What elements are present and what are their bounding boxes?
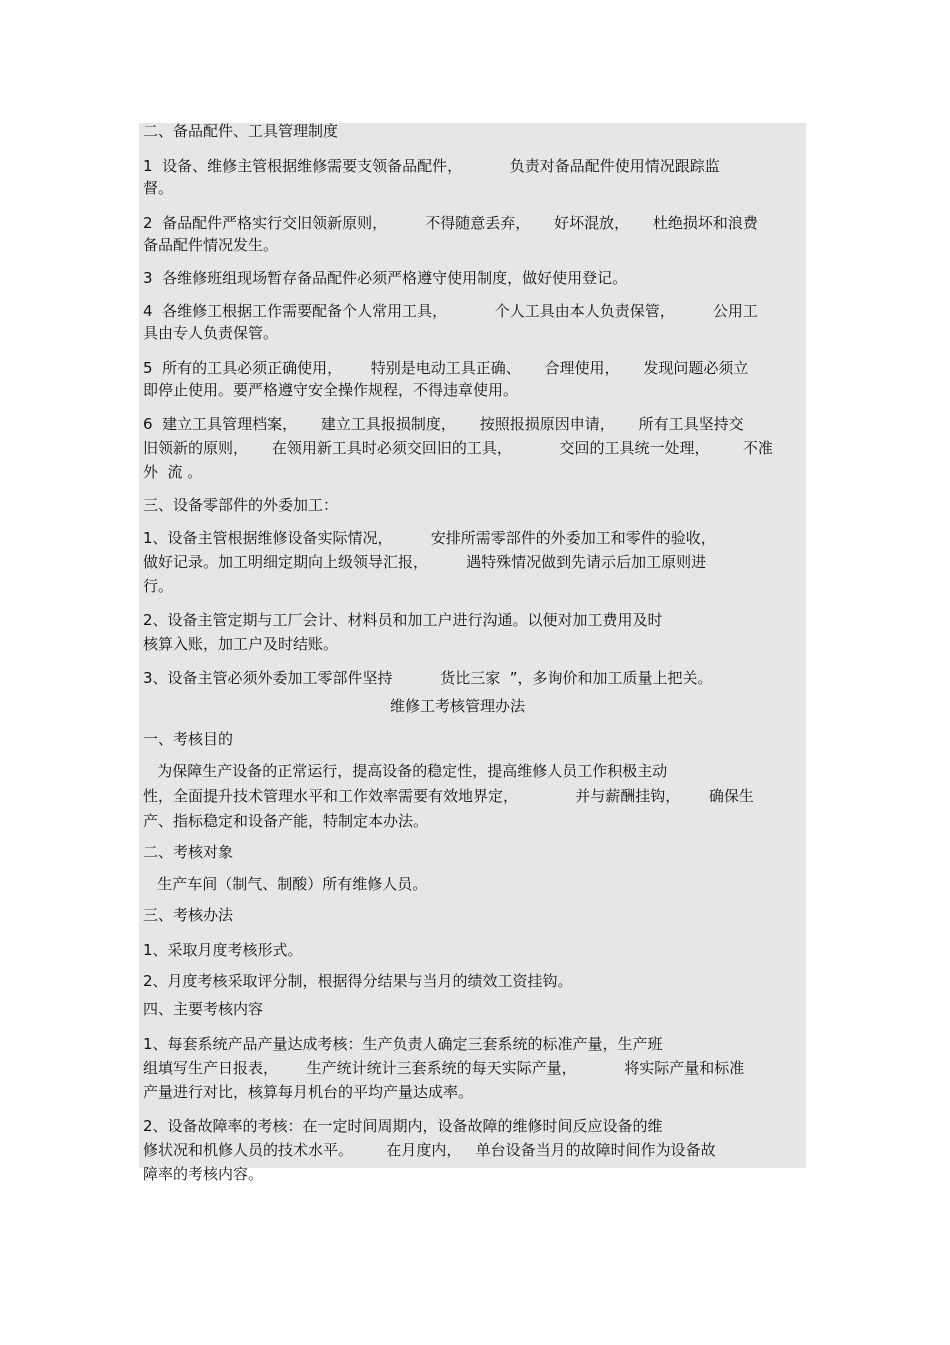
section-heading: 一、考核目的: [143, 730, 234, 748]
paragraph-line: 旧领新的原则， 在领用新工具时必须交回旧的工具， 交回的工具统一处理， 不准: [143, 439, 773, 457]
paragraph-line: 1、设备主管根据维修设备实际情况， 安排所需零部件的外委加工和零件的验收，: [143, 529, 716, 547]
paragraph-line: 修状况和机修人员的技术水平。 在月度内， 单台设备当月的故障时间作为设备故: [143, 1141, 716, 1159]
paragraph-line: 具由专人负责保管。: [143, 324, 279, 342]
paragraph-line: 6 建立工具管理档案， 建立工具报损制度， 按照报损原因申请， 所有工具坚持交: [143, 415, 744, 433]
paragraph-line: 外 流 。: [143, 463, 203, 481]
paragraph-line: 核算入账，加工户及时结账。: [143, 635, 339, 653]
section-heading: 三、设备零部件的外委加工：: [143, 496, 339, 514]
paragraph-line: 3、设备主管必须外委加工零部件坚持 货比三家 ”，多询价和加工质量上把关。: [143, 669, 713, 687]
section-heading: 四、主要考核内容: [143, 1000, 264, 1018]
paragraph-line: 1 设备、维修主管根据维修需要支领备品配件， 负责对备品配件使用情况跟踪监: [143, 157, 720, 175]
paragraph-line: 产量进行对比，核算每月机台的平均产量达成率。: [143, 1083, 474, 1101]
paragraph-line: 为保障生产设备的正常运行，提高设备的稳定性，提高维修人员工作积极主动: [143, 762, 668, 780]
paragraph-line: 即停止使用。要严格遵守安全操作规程，不得违章使用。: [143, 381, 519, 399]
document-title: 维修工考核管理办法: [390, 697, 526, 715]
paragraph-line: 2 备品配件严格实行交旧领新原则， 不得随意丢弃， 好坏混放， 杜绝损坏和浪费: [143, 214, 758, 232]
paragraph-line: 4 各维修工根据工作需要配备个人常用工具， 个人工具由本人负责保管， 公用工: [143, 302, 758, 320]
paragraph-line: 生产车间（制气、制酸）所有维修人员。: [143, 875, 428, 893]
paragraph-line: 性，全面提升技术管理水平和工作效率需要有效地界定， 并与薪酬挂钩， 确保生: [143, 787, 754, 805]
paragraph-line: 1、采取月度考核形式。: [143, 941, 303, 959]
paragraph-line: 5 所有的工具必须正确使用， 特别是电动工具正确、 合理使用， 发现问题必须立: [143, 359, 749, 377]
paragraph-line: 备品配件情况发生。: [143, 236, 279, 254]
paragraph-line: 做好记录。加工明细定期向上级领导汇报， 遇特殊情况做到先请示后加工原则进: [143, 553, 707, 571]
section-heading: 二、考核对象: [143, 843, 234, 861]
paragraph-line: 行。: [143, 577, 174, 595]
paragraph-line: 2、月度考核采取评分制，根据得分结果与当月的绩效工资挂钩。: [143, 972, 573, 990]
paragraph-line: 1、每套系统产品产量达成考核：生产负责人确定三套系统的标准产量，生产班: [143, 1035, 663, 1053]
paragraph-line: 产、指标稳定和设备产能，特制定本办法。: [143, 812, 429, 830]
section-heading: 二、备品配件、工具管理制度: [143, 122, 339, 140]
paragraph-line: 障率的考核内容。: [143, 1165, 264, 1183]
paragraph-line: 组填写生产日报表， 生产统计统计三套系统的每天实际产量， 将实际产量和标准: [143, 1059, 745, 1077]
paragraph-line: 督。: [143, 179, 174, 197]
paragraph-line: 2、设备主管定期与工厂会计、材料员和加工户进行沟通。以便对加工费用及时: [143, 611, 663, 629]
section-heading: 三、考核办法: [143, 906, 234, 924]
paragraph-line: 3 各维修班组现场暂存备品配件必须严格遵守使用制度，做好使用登记。: [143, 269, 628, 287]
paragraph-line: 2、设备故障率的考核：在一定时间周期内，设备故障的维修时间反应设备的维: [143, 1117, 663, 1135]
